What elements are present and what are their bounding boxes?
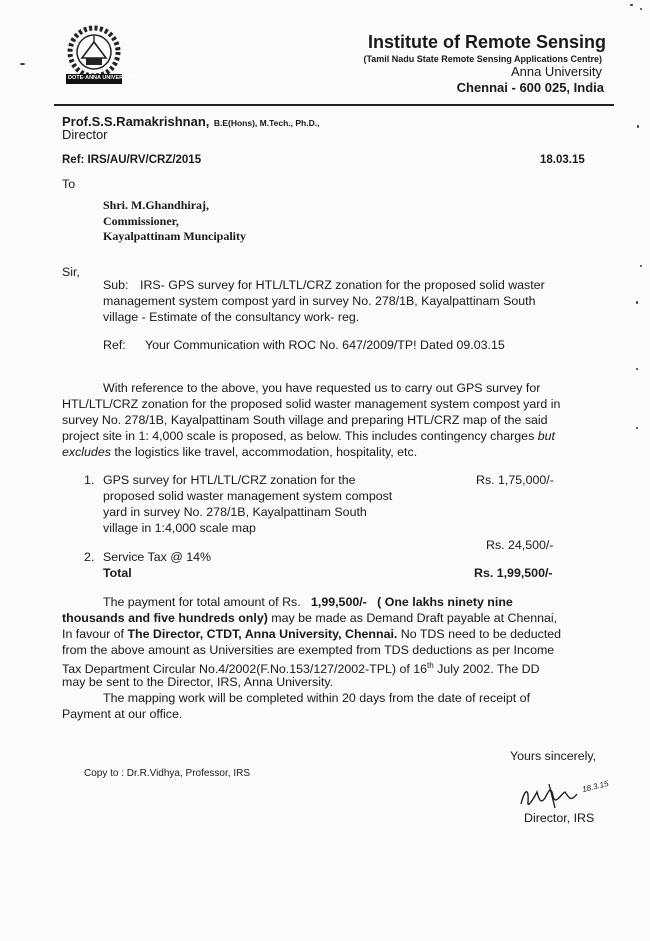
payment-line-5a: Tax Department Circular No.4/2002(F.No.153/127/2002-TPL) of 16 <box>62 662 428 677</box>
body-line-5-italic: excludes <box>62 445 111 459</box>
signature-date: 18.3.15 <box>581 778 610 795</box>
university-name: Anna University <box>510 64 602 79</box>
ref-communication: Your Communication with ROC No. 647/2009/TP! Dated 09.03.15 <box>145 338 505 352</box>
body-line-3: survey No. 278/1B, Kayalpattinam South village and preparing HTL/CRZ map of the said <box>62 413 548 427</box>
item-1-line-3: yard in survey No. 278/1B, Kayalpattinam South <box>103 505 367 519</box>
item-1-line-1: GPS survey for HTL/LTL/CRZ zonation for the <box>103 473 356 487</box>
payment-line-5-sup: th <box>427 661 434 670</box>
anna-university-logo <box>60 20 136 88</box>
total-amount: Rs. 1,99,500/- <box>474 566 553 580</box>
reference-number: Ref: IRS/AU/RV/CRZ/2015 <box>62 154 202 166</box>
header-divider <box>54 104 614 106</box>
payment-amount-words-1: ( One lakhs ninety nine <box>377 595 513 609</box>
item-2-amount: Rs. 24,500/- <box>486 538 554 552</box>
subject-label: Sub: <box>103 278 129 292</box>
completion-line-2: Payment at our office. <box>62 707 183 721</box>
sender-qualifications: B.E(Hons), M.Tech., Ph.D., <box>213 118 320 128</box>
subject-line-1: IRS- GPS survey for HTL/LTL/CRZ zonation for the proposed solid waster <box>140 278 545 292</box>
sender-name: Prof.S.S.Ramakrishnan, <box>62 114 210 129</box>
item-1-number: 1. <box>84 473 95 487</box>
salutation: Sir, <box>62 265 80 279</box>
body-line-4-text: project site in 1: 4,000 scale is proposed, as below. This includes contingency charges <box>62 429 535 443</box>
item-1-line-2: proposed solid waster management system compost <box>103 489 393 503</box>
body-line-5 <box>62 444 417 460</box>
institute-title: Institute of Remote Sensing <box>367 32 606 52</box>
item-1-line-4: village in 1:4,000 scale map <box>103 521 256 535</box>
logo-band-text: DOTE·ANNA UNIVERSITY <box>68 75 136 81</box>
to-label: To <box>62 177 76 191</box>
item-2-number: 2. <box>84 550 95 564</box>
payment-amount-words-2: thousands and five hundreds only) <box>62 611 268 625</box>
institute-address: Chennai - 600 025, India <box>456 80 604 95</box>
body-line-4-italic: but <box>537 429 555 443</box>
body-line-5-text: the logistics like travel, accommodation, hospitality, etc. <box>114 445 418 459</box>
payment-line-2b: may be made as Demand Draft payable at Chennai, <box>271 611 558 625</box>
body-line-1: With reference to the above, you have requested us to carry out GPS survey for <box>103 381 541 395</box>
payment-line-4: from the above amount as Universities are exempted from TDS deductions as per Income <box>62 643 555 657</box>
payment-amount: 1,99,500/- <box>311 595 367 609</box>
payment-line-1 <box>103 594 513 610</box>
payment-line-2 <box>62 610 557 626</box>
item-1-amount: Rs. 1,75,000/- <box>476 473 554 487</box>
closing-yours-sincerely: Yours sincerely, <box>510 749 597 763</box>
payment-line-3a: In favour of <box>62 627 124 641</box>
subject-line-2: management system compost yard in survey No. 278/1B, Kayalpattinam South <box>103 294 536 308</box>
recipient-name: Shri. M.Ghandhiraj, <box>103 198 210 212</box>
payment-line-6: may be sent to the Director, IRS, Anna University. <box>62 675 334 689</box>
signatory-designation: Director, IRS <box>524 811 595 825</box>
subject-line-3: village - Estimate of the consultancy work- reg. <box>103 310 360 324</box>
payee-name: The Director, CTDT, Anna University, Chennai. <box>127 627 398 641</box>
completion-line-1: The mapping work will be completed within 20 days from the date of receipt of <box>103 691 531 705</box>
payment-line-5b: July 2002. The DD <box>437 662 540 677</box>
total-label: Total <box>103 566 132 580</box>
body-line-4 <box>62 428 555 444</box>
payment-line-3 <box>62 626 561 642</box>
payment-line-1a: The payment for total amount of Rs. <box>103 595 301 609</box>
item-2-label: Service Tax @ 14% <box>103 550 212 564</box>
copy-to: Copy to : Dr.R.Vidhya, Professor, IRS <box>84 768 250 779</box>
letter-date: 18.03.15 <box>540 154 585 166</box>
sender-designation: Director <box>62 127 108 142</box>
body-line-2: HTL/LTL/CRZ zonation for the proposed solid waster management system compost yard in <box>62 397 561 411</box>
institute-subtitle: (Tamil Nadu State Remote Sensing Applications Centre) <box>363 54 602 64</box>
payment-line-3c: No TDS need to be deducted <box>400 627 562 641</box>
recipient-title: Commissioner, <box>103 214 179 228</box>
recipient-organization: Kayalpattinam Muncipality <box>103 229 247 243</box>
ref-label: Ref: <box>103 338 126 352</box>
